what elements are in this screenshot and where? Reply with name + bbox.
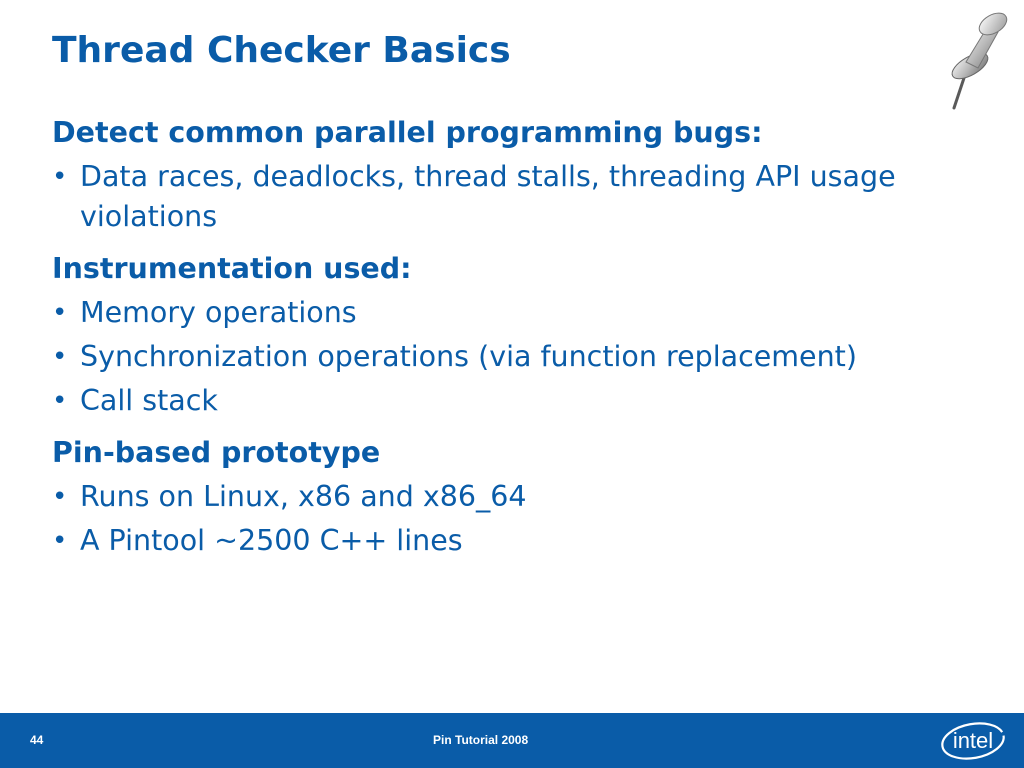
section-heading: Detect common parallel programming bugs:	[52, 116, 763, 149]
pushpin-icon	[936, 4, 1012, 112]
bullet-item	[52, 477, 972, 517]
bullet-item	[52, 521, 972, 561]
slide-content	[52, 113, 972, 573]
bullet-list	[52, 477, 972, 561]
bullet-item	[52, 157, 972, 237]
bullet-list	[52, 157, 972, 237]
bullet-item	[52, 293, 972, 333]
bullet-text: Call stack	[80, 384, 218, 417]
page-number: 44	[30, 733, 44, 747]
bullet-icon: •	[52, 162, 68, 192]
intel-logo-icon	[938, 719, 1008, 763]
bullet-text: Synchronization operations (via function replacement)	[80, 340, 857, 373]
bullet-icon: •	[52, 526, 68, 556]
slide-title: Thread Checker Basics	[52, 30, 511, 71]
bullet-text: Data races, deadlocks, thread stalls, threading API usage violations	[80, 160, 896, 233]
bullet-text: Runs on Linux, x86 and x86_64	[80, 480, 527, 513]
section-heading: Instrumentation used:	[52, 252, 412, 285]
section-instrumentation	[52, 249, 972, 421]
section-bugs	[52, 113, 972, 237]
bullet-icon: •	[52, 482, 68, 512]
footer-title: Pin Tutorial 2008	[433, 733, 529, 747]
bullet-icon: •	[52, 342, 68, 372]
bullet-item	[52, 381, 972, 421]
bullet-icon: •	[52, 386, 68, 416]
section-prototype	[52, 433, 972, 561]
bullet-icon: •	[52, 298, 68, 328]
bullet-list	[52, 293, 972, 421]
section-heading: Pin-based prototype	[52, 436, 381, 469]
bullet-text: A Pintool ~2500 C++ lines	[80, 524, 463, 557]
bullet-text: Memory operations	[80, 296, 357, 329]
footer-bar	[0, 713, 1024, 768]
intel-logo-text: intel	[952, 728, 994, 753]
bullet-item	[52, 337, 972, 377]
